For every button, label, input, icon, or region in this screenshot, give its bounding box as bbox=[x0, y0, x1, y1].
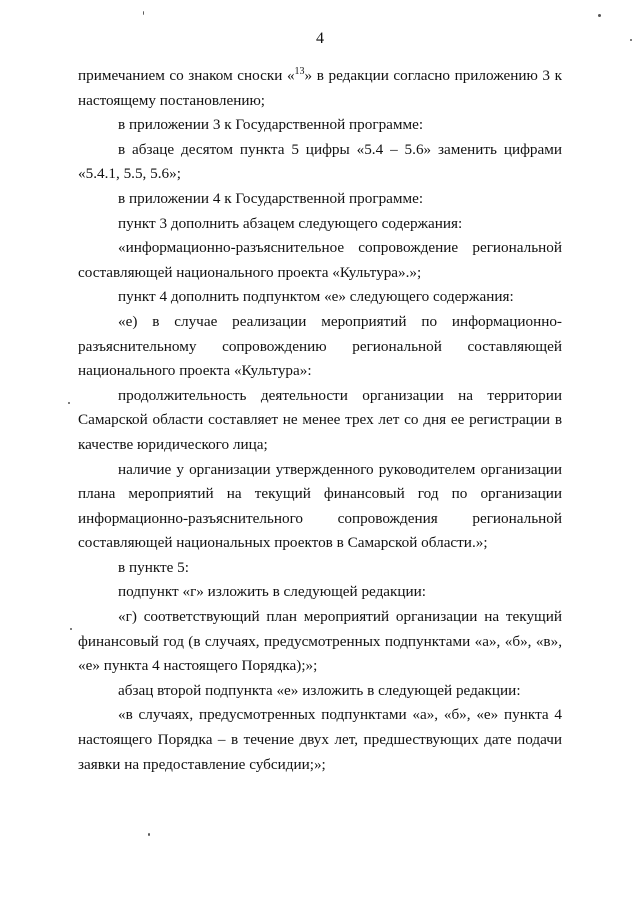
footnote-mark: 13 bbox=[294, 65, 305, 77]
paragraph-appendix-4: в приложении 4 к Государственной программе: bbox=[118, 189, 424, 207]
scan-speck bbox=[598, 14, 601, 17]
paragraph-footnote-note bbox=[78, 64, 562, 113]
paragraph-item-4-add: пункт 4 дополнить подпунктом «е» следующего содержания: bbox=[118, 288, 514, 306]
paragraph-text: » в редакции согласно приложению 3 к настоящему постановлению; bbox=[78, 67, 562, 109]
scan-speck bbox=[143, 11, 144, 15]
paragraph-appendix-3: в приложении 3 к Государственной программе: bbox=[118, 116, 424, 134]
paragraph-subitem-g: подпункт «г» изложить в следующей редакции: bbox=[118, 583, 427, 601]
paragraph-text: примечанием со знаком сноски « bbox=[78, 67, 295, 84]
paragraph-subitem-e: «е) в случае реализации мероприятий по информационно-разъяснительному сопровождению региональной составляющей национального проекта «Культура»: bbox=[78, 312, 562, 380]
paragraph-subitem-g-text: «г) соответствующий план мероприятий организации на текущий финансовый год (в случаях, предусмотренных подпунктами «а», «б», «в», «е» пункта 4 настоящего Порядка);»; bbox=[78, 608, 562, 675]
scan-speck bbox=[70, 628, 72, 630]
paragraph-plan-condition: наличие у организации утвержденного руководителем организации плана мероприятий на текущий финансовый год по организации информационно-разъяснительного сопровождения региональной составляющей национальных проектов в Самарской области.»; bbox=[78, 460, 562, 552]
scan-speck bbox=[68, 402, 70, 404]
scan-speck bbox=[148, 833, 150, 836]
page-number: 4 bbox=[316, 30, 324, 47]
paragraph-subitem-e-second: абзац второй подпункта «е» изложить в следующей редакции: bbox=[118, 681, 521, 699]
paragraph-item-3-add: пункт 3 дополнить абзацем следующего содержания: bbox=[118, 214, 463, 232]
scan-speck bbox=[630, 39, 632, 41]
paragraph-item-3-text: «информационно-разъяснительное сопровождение региональной составляющей национального проекта «Культура».»; bbox=[78, 239, 562, 281]
paragraph-item-5: в пункте 5: bbox=[118, 558, 189, 576]
document-body bbox=[78, 64, 562, 777]
paragraph-duration-condition: продолжительность деятельности организации на территории Самарской области составляет не менее трех лет со дня ее регистрации в качестве юридического лица; bbox=[78, 386, 562, 453]
paragraph-subitem-e-text: «в случаях, предусмотренных подпунктами «а», «б», «е» пункта 4 настоящего Порядка – в течение двух лет, предшествующих дате подачи заявки на предоставление субсидии;»; bbox=[78, 706, 562, 773]
paragraph-item-5-change: в абзаце десятом пункта 5 цифры «5.4 – 5.6» заменить цифрами «5.4.1, 5.5, 5.6»; bbox=[78, 140, 562, 183]
